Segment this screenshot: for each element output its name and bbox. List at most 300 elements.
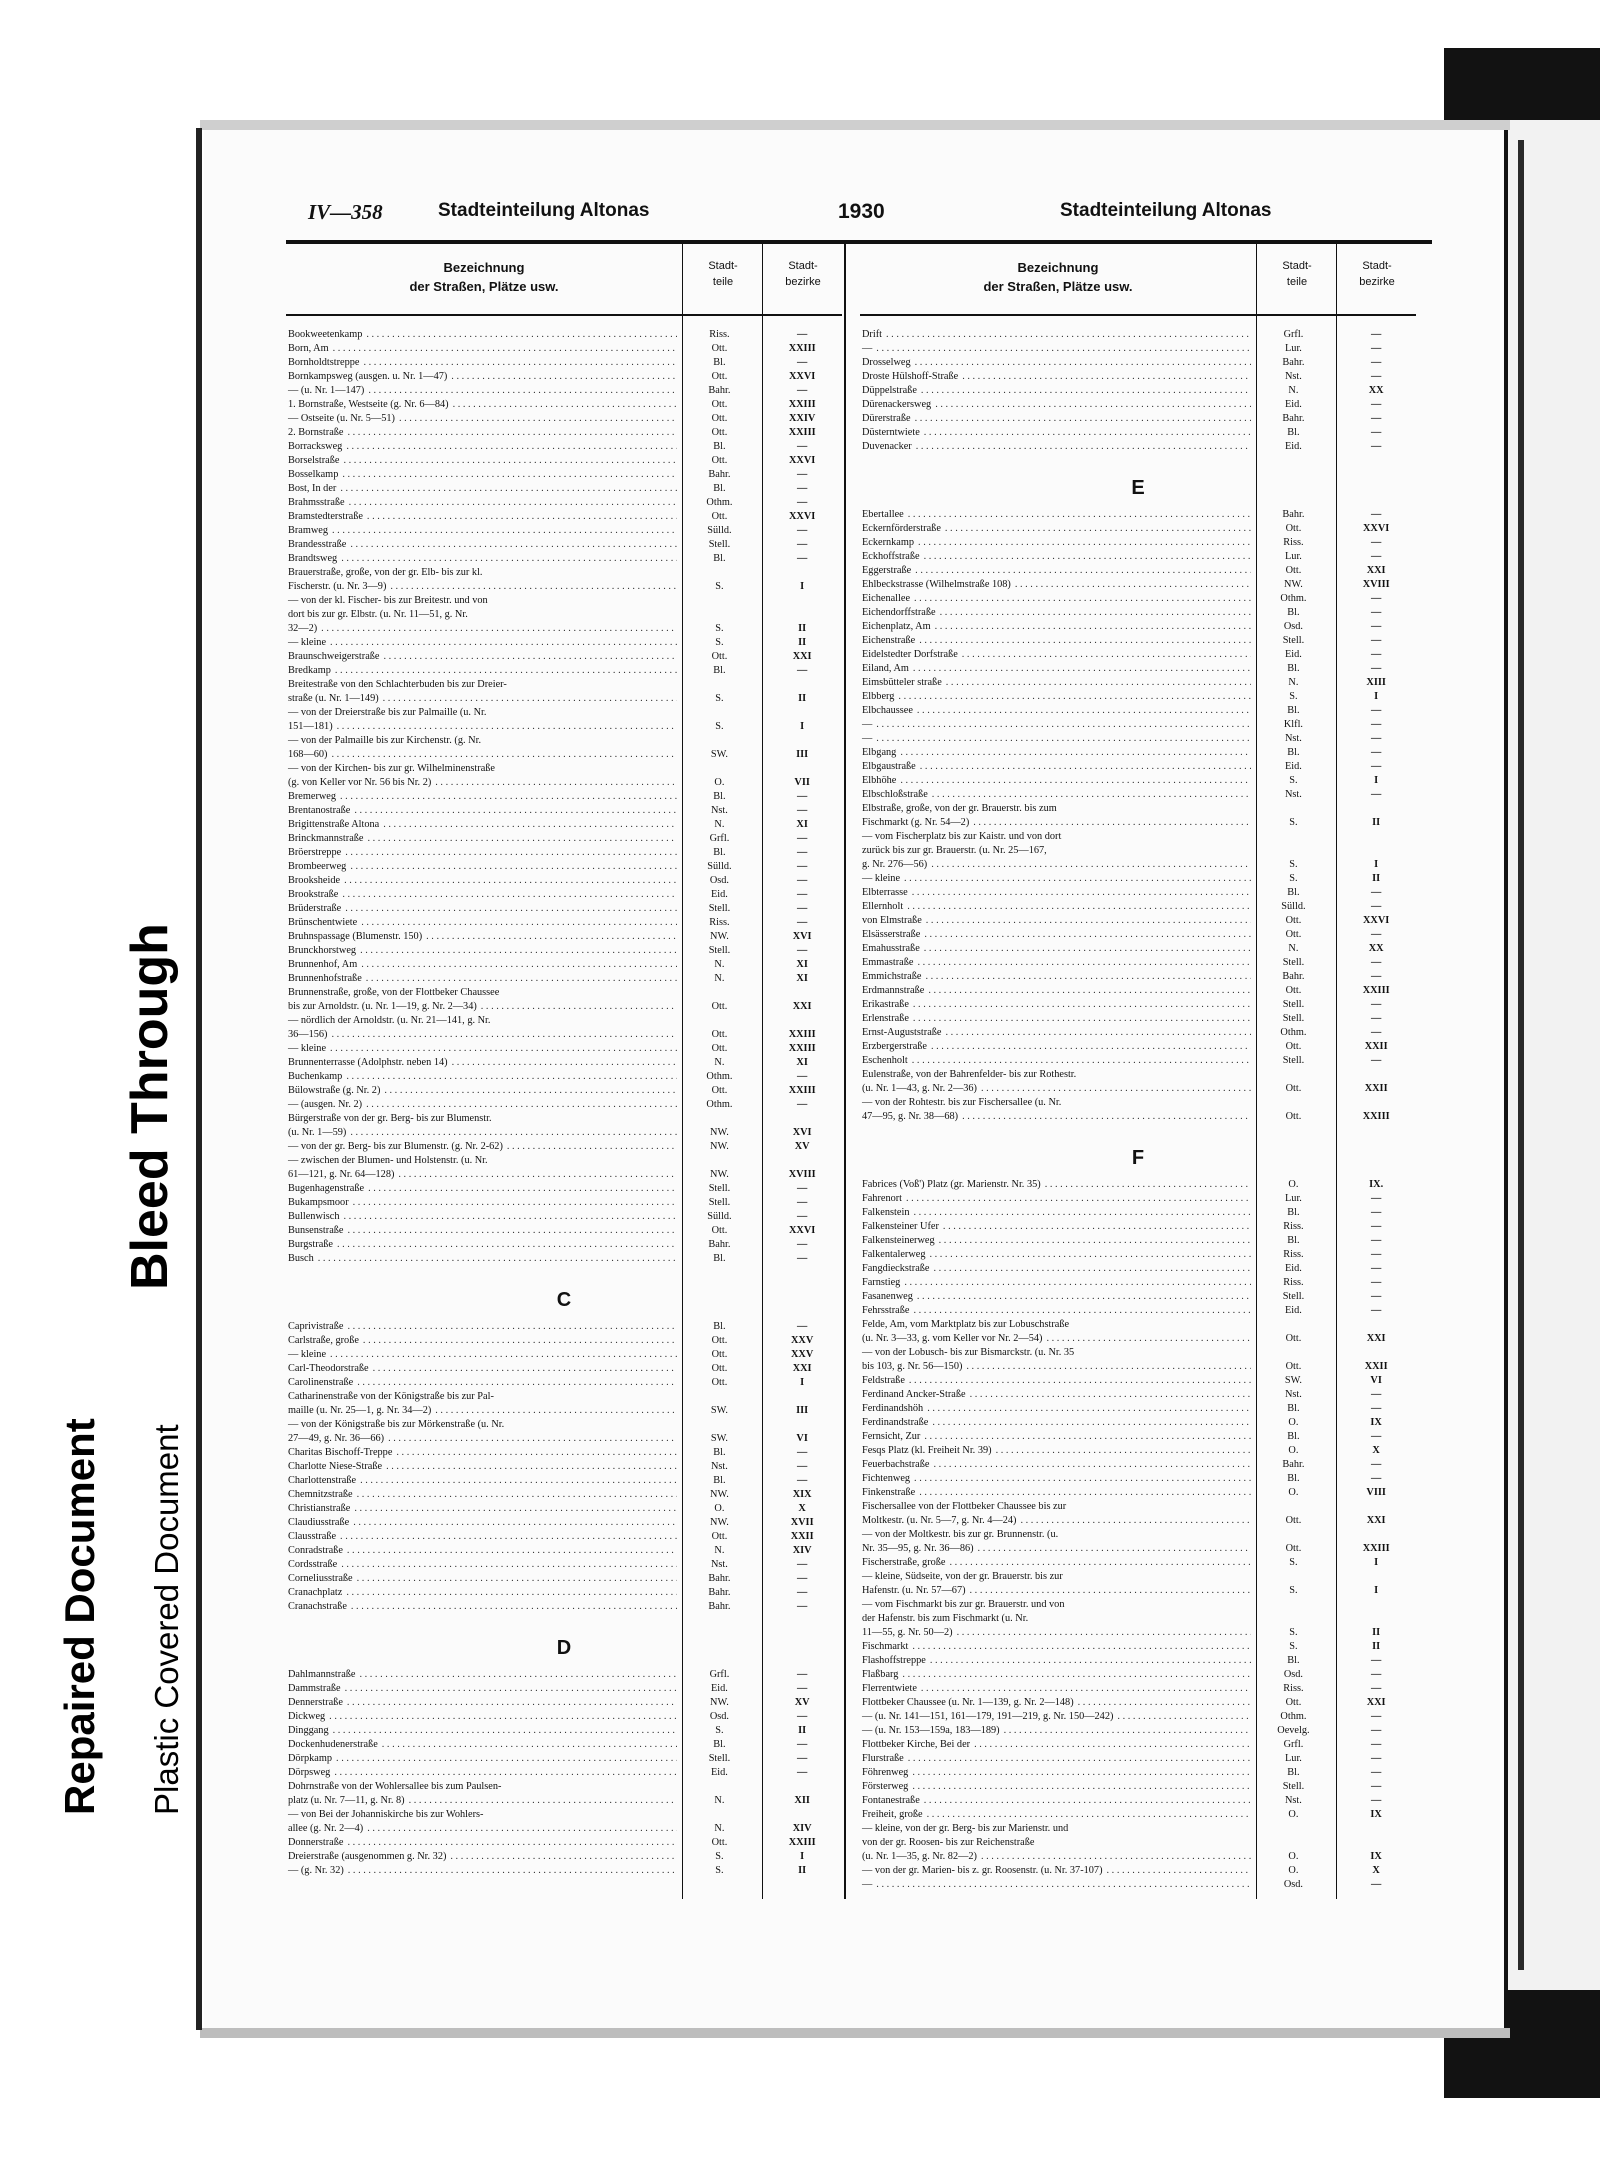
table-row — [860, 522, 1416, 536]
street-name: Elbstraße, große, von der gr. Brauerstr. bis zum — [862, 803, 1057, 814]
stadtbezirk-value: — — [1370, 1403, 1382, 1414]
stadtbezirk-value: XXIII — [1362, 985, 1390, 996]
street-name: Föhrenweg . . . — [860, 1766, 1251, 1780]
table-row — [860, 536, 1416, 550]
stadtteil-value: Bl. — [713, 847, 726, 858]
table-row — [286, 1432, 842, 1446]
street-name: Dahlmannstraße . . . — [286, 1668, 677, 1682]
stadtteil-value: Stell. — [1282, 1291, 1305, 1302]
table-row — [860, 1584, 1416, 1598]
table-row — [286, 1028, 842, 1042]
table-row — [860, 858, 1416, 872]
stadtteil-value: Ott. — [711, 413, 728, 424]
stadtbezirk-value: XXVI — [788, 371, 816, 382]
stadtbezirk-value: XXI — [792, 1363, 812, 1374]
street-name: — (u. Nr. 141—151, 161—179, 191—219, g. Nr. 150—242) . . . — [860, 1710, 1251, 1724]
stadtbezirk-value: — — [796, 1739, 808, 1750]
table-row — [286, 1850, 842, 1864]
table-row — [860, 328, 1416, 342]
table-row — [860, 746, 1416, 760]
table-row — [860, 1752, 1416, 1766]
street-name: Dreierstraße (ausgenommen g. Nr. 32) . . . — [286, 1850, 677, 1864]
stadtbezirk-value — [762, 1418, 842, 1432]
stadtteil-value: Bl. — [1287, 1655, 1300, 1666]
stadtbezirk-value: — — [796, 875, 808, 886]
stadtteil-value: N. — [714, 1057, 725, 1068]
stadtbezirk-value: — — [796, 847, 808, 858]
stadtbezirk-value — [762, 608, 842, 622]
stadtbezirk-value: I — [800, 1377, 805, 1388]
stadtteil-value — [677, 986, 763, 1000]
street-name: allee (g. Nr. 2—4) . . . — [286, 1822, 677, 1836]
street-name: — nördlich der Arnoldstr. (u. Nr. 21—141, g. Nr. — [288, 1015, 491, 1026]
street-name: Falkensteiner Ufer . . . — [860, 1220, 1251, 1234]
stadtbezirk-value: — — [1370, 789, 1382, 800]
table-row — [286, 552, 842, 566]
table-row — [286, 1168, 842, 1182]
stadtteil-value: Othm. — [706, 1071, 733, 1082]
stadtteil-value: Stell. — [708, 903, 731, 914]
stadtbezirk-value: XXV — [790, 1335, 814, 1346]
name-column-heading: Bezeichnung der Straßen, Plätze usw. — [409, 260, 559, 294]
stadtteil-value: O. — [1288, 1851, 1299, 1862]
street-name: Ferdinand Ancker-Straße . . . — [860, 1388, 1251, 1402]
table-row — [286, 804, 842, 818]
street-name: Erikastraße . . . — [860, 998, 1251, 1012]
table-row — [860, 998, 1416, 1012]
stadtbezirk-value: — — [796, 945, 808, 956]
table-row — [286, 818, 842, 832]
street-name: Bramweg . . . — [286, 524, 677, 538]
stadtbezirk-value: — — [796, 1573, 808, 1584]
street-name: Flaßbarg . . . — [860, 1668, 1251, 1682]
stadtbezirk-value: — — [1370, 357, 1382, 368]
street-name: Hafenstr. (u. Nr. 57—67) . . . — [860, 1584, 1251, 1598]
street-name: Brüderstraße . . . — [286, 902, 677, 916]
table-row — [860, 984, 1416, 998]
table-row — [286, 874, 842, 888]
table-row — [286, 1516, 842, 1530]
table-row — [860, 1780, 1416, 1794]
stadtbezirk-value: — — [796, 1211, 808, 1222]
street-name: Dockenhudenerstraße . . . — [286, 1738, 677, 1752]
stadtteil-value: S. — [1289, 859, 1298, 870]
table-row — [860, 704, 1416, 718]
street-name: Buchenkamp . . . — [286, 1070, 677, 1084]
stadtbezirk-value — [1336, 1096, 1416, 1110]
stadtteil-value — [1251, 802, 1337, 816]
street-name: Brauerstraße, große, von der gr. Elb- bis zur kl. — [288, 567, 483, 578]
street-name: platz (u. Nr. 7—11, g. Nr. 8) . . . — [286, 1794, 677, 1808]
stadtbezirk-value: XXVI — [788, 1225, 816, 1236]
street-name: Eichendorffstraße . . . — [860, 606, 1251, 620]
stadtbezirke-column-heading: Stadt- bezirke — [1359, 260, 1395, 288]
stadtteil-value: Nst. — [1284, 789, 1302, 800]
stadtteil-value — [677, 594, 763, 608]
street-name: Eulenstraße, von der Bahrenfelder- bis zur Rothestr. — [862, 1069, 1077, 1080]
table-row — [860, 928, 1416, 942]
street-name: Flottbeker Chaussee (u. Nr. 1—139, g. Nr. 2—148) . . . — [860, 1696, 1251, 1710]
table-row — [286, 496, 842, 510]
table-row — [860, 942, 1416, 956]
table-row — [286, 1668, 842, 1682]
table-row — [286, 412, 842, 426]
stadtteil-value — [677, 678, 763, 692]
stadtbezirk-value: II — [798, 637, 807, 648]
table-row — [860, 1360, 1416, 1374]
stadtteil-value: Bahr. — [708, 1573, 731, 1584]
section-letter — [860, 468, 1416, 508]
table-row — [860, 690, 1416, 704]
stadtteil-value: O. — [1288, 1865, 1299, 1876]
stadtbezirk-value: I — [800, 721, 805, 732]
stadtteil-value: Grfl. — [709, 1669, 730, 1680]
section-letter-text: C — [556, 1289, 572, 1311]
street-name: 1. Bornstraße, Westseite (g. Nr. 6—84) . . . — [286, 398, 677, 412]
street-name: Brunnenterrasse (Adolphstr. neben 14) . . . — [286, 1056, 677, 1070]
stadtbezirk-value: — — [796, 665, 808, 676]
street-name: 47—95, g. Nr. 38—68) . . . — [860, 1110, 1251, 1124]
street-name: — von der kl. Fischer- bis zur Breitestr. und von — [288, 595, 488, 606]
street-name: Bunsenstraße . . . — [286, 1224, 677, 1238]
table-row — [860, 1682, 1416, 1696]
stadtteil-value: NW. — [710, 1169, 729, 1180]
table-row — [860, 1640, 1416, 1654]
street-name: 2. Bornstraße . . . — [286, 426, 677, 440]
table-row — [286, 636, 842, 650]
stadtbezirk-value: — — [796, 1071, 808, 1082]
stadtbezirk-value: — — [796, 1239, 808, 1250]
table-row — [860, 1808, 1416, 1822]
stadtbezirk-value: XXV — [790, 1349, 814, 1360]
table-row — [286, 482, 842, 496]
stadtteil-value: Sülld. — [1281, 901, 1306, 912]
table-row — [860, 1402, 1416, 1416]
table-row — [286, 902, 842, 916]
stadtbezirk-value: — — [1370, 1711, 1382, 1722]
stadtteil-value: Lur. — [1285, 551, 1302, 562]
stadtteil-value: Ott. — [1285, 1041, 1302, 1052]
stadtbezirk-value: XVII — [790, 1517, 814, 1528]
stadtteil-value: Othm. — [706, 497, 733, 508]
stadtteil-value: Bahr. — [708, 1601, 731, 1612]
street-name: Elsässerstraße . . . — [860, 928, 1251, 942]
stadtteil-value: Lur. — [1285, 1753, 1302, 1764]
stadtbezirk-value: — — [1370, 1249, 1382, 1260]
table-row — [286, 608, 842, 622]
stadtteil-value: S. — [1289, 1557, 1298, 1568]
table-row — [860, 1766, 1416, 1780]
street-name: Carl-Theodorstraße . . . — [286, 1362, 677, 1376]
stadtbezirk-value — [1336, 1570, 1416, 1584]
stadtbezirk-value: XI — [796, 1057, 808, 1068]
street-name: Charitas Bischoff-Treppe . . . — [286, 1446, 677, 1460]
stadtbezirk-value: — — [1370, 1739, 1382, 1750]
stadtteil-value: Ott. — [711, 1837, 728, 1848]
stadtteil-value: Othm. — [1280, 1027, 1307, 1038]
stadtteil-value: NW. — [710, 1127, 729, 1138]
table-row — [286, 748, 842, 762]
table-row — [860, 1598, 1416, 1612]
table-row — [286, 1586, 842, 1600]
table-row — [286, 762, 842, 776]
street-name: Chemnitzstraße . . . — [286, 1488, 677, 1502]
row-spacer — [286, 1621, 842, 1628]
table-row — [860, 760, 1416, 774]
stadtbezirk-value: VIII — [1366, 1487, 1386, 1498]
stadtteil-value: N. — [1288, 385, 1299, 396]
stadtbezirk-value: — — [1370, 1683, 1382, 1694]
table-row — [860, 1430, 1416, 1444]
stadtbezirk-value: I — [800, 1851, 805, 1862]
stadtbezirk-value: XXI — [1366, 1515, 1386, 1526]
street-name: Duvenacker . . . — [860, 440, 1251, 454]
stadtteil-value: Riss. — [1283, 1277, 1304, 1288]
table-row — [860, 830, 1416, 844]
stadtbezirk-value: — — [1370, 999, 1382, 1010]
table-row — [286, 1042, 842, 1056]
street-name: Brentanostraße . . . — [286, 804, 677, 818]
table-row — [860, 564, 1416, 578]
stadtteil-value: Riss. — [1283, 1221, 1304, 1232]
stadtteil-value: Nst. — [1284, 1389, 1302, 1400]
stadtbezirk-value: IX — [1370, 1417, 1382, 1428]
stadtteil-value — [1251, 844, 1337, 858]
street-name: Brigittenstraße Altona . . . — [286, 818, 677, 832]
stadtteil-value: Bl. — [1287, 607, 1300, 618]
street-name: Nr. 35—95, g. Nr. 36—86) . . . — [860, 1542, 1251, 1556]
stadtbezirk-value: — — [1370, 1013, 1382, 1024]
table-row — [860, 592, 1416, 606]
table-row — [286, 1530, 842, 1544]
stadtbezirk-value: II — [1372, 1641, 1381, 1652]
street-name: (u. Nr. 1—59) . . . — [286, 1126, 677, 1140]
stadtteil-value — [677, 1418, 763, 1432]
street-name: Erzbergerstraße . . . — [860, 1040, 1251, 1054]
street-name: Feldstraße . . . — [860, 1374, 1251, 1388]
stadtbezirk-value: III — [796, 749, 809, 760]
street-name: (u. Nr. 1—43, g. Nr. 2—36) . . . — [860, 1082, 1251, 1096]
stadtbezirk-value: — — [1370, 1767, 1382, 1778]
street-name: Fischmarkt . . . — [860, 1640, 1251, 1654]
stadtbezirk-value: XXIII — [788, 1029, 816, 1040]
stadtbezirk-value: XV — [794, 1697, 810, 1708]
street-name: Fontanestraße . . . — [860, 1794, 1251, 1808]
street-name: Dohrnstraße von der Wohlersallee bis zum Paulsen- — [288, 1781, 502, 1792]
street-name: Feuerbachstraße . . . — [860, 1458, 1251, 1472]
street-name: Fernsicht, Zur . . . — [860, 1430, 1251, 1444]
stadtteil-value: Stell. — [1282, 1013, 1305, 1024]
table-row — [286, 454, 842, 468]
stadtbezirk-value: XXIII — [788, 1837, 816, 1848]
stadtbezirk-value: — — [796, 1461, 808, 1472]
table-row — [860, 1696, 1416, 1710]
table-row — [286, 1544, 842, 1558]
street-name: Fabrices (Voß') Platz (gr. Marienstr. Nr. 35) . . . — [860, 1178, 1251, 1192]
stadtteil-value: Stell. — [708, 539, 731, 550]
stadtteil-value: Bl. — [1287, 1403, 1300, 1414]
stadtbezirk-value: X — [798, 1503, 806, 1514]
street-name: Emmichstraße . . . — [860, 970, 1251, 984]
stadtteil-value: Ott. — [1285, 1333, 1302, 1344]
stadtbezirk-value: — — [796, 525, 808, 536]
stadtbezirk-value: XXI — [792, 1001, 812, 1012]
table-row — [286, 916, 842, 930]
stadtbezirk-value — [1336, 1346, 1416, 1360]
table-row — [860, 1444, 1416, 1458]
table-row — [860, 634, 1416, 648]
street-name: Flashoffstreppe . . . — [860, 1654, 1251, 1668]
stadtteil-value: Ott. — [1285, 1083, 1302, 1094]
street-name: Bürgerstraße von der gr. Berg- bis zur Blumenstr. — [288, 1113, 492, 1124]
table-row — [286, 1098, 842, 1112]
table-row — [860, 1500, 1416, 1514]
street-name: Fehrsstraße . . . — [860, 1304, 1251, 1318]
table-row — [286, 958, 842, 972]
stadtbezirk-value: I — [1374, 691, 1379, 702]
table-row — [286, 1210, 842, 1224]
stadtbezirk-value — [1336, 1500, 1416, 1514]
table-row — [286, 706, 842, 720]
stadtbezirk-value: — — [1370, 957, 1382, 968]
street-name: Düppelstraße . . . — [860, 384, 1251, 398]
table-row — [286, 1362, 842, 1376]
street-name: Erdmannstraße . . . — [860, 984, 1251, 998]
table-row — [286, 1084, 842, 1098]
stadtteil-value: Bl. — [1287, 1207, 1300, 1218]
table-row — [286, 1808, 842, 1822]
street-name: Falkensteinerweg . . . — [860, 1234, 1251, 1248]
stadtbezirk-value: — — [796, 1753, 808, 1764]
street-name: Emahusstraße . . . — [860, 942, 1251, 956]
street-name: Brandtsweg . . . — [286, 552, 677, 566]
street-name: Carolinenstraße . . . — [286, 1376, 677, 1390]
stadtteil-value: Eid. — [1285, 1263, 1302, 1274]
stadtbezirk-value: — — [1370, 719, 1382, 730]
table-row — [286, 790, 842, 804]
stadtbezirk-value: — — [1370, 1207, 1382, 1218]
stadtteil-value: Ott. — [1285, 985, 1302, 996]
street-name: straße (u. Nr. 1—149) . . . — [286, 692, 677, 706]
stadtteil-value — [677, 734, 763, 748]
stadtbezirk-value: I — [1374, 859, 1379, 870]
street-name: Flerrentwiete . . . — [860, 1682, 1251, 1696]
stadtbezirk-value: XXVI — [1362, 915, 1390, 926]
running-title-right: Stadteinteilung Altonas — [1060, 200, 1272, 221]
table-row — [860, 342, 1416, 356]
stadtteil-value: Ott. — [711, 343, 728, 354]
street-name: Eichenplatz, Am . . . — [860, 620, 1251, 634]
table-row — [286, 1696, 842, 1710]
repaired-document-label: Repaired Document — [56, 1418, 103, 1815]
stadtbezirk-value: XI — [796, 819, 808, 830]
stadtbezirk-value: — — [1370, 705, 1382, 716]
table-row — [286, 1474, 842, 1488]
stadtbezirk-value: — — [1370, 343, 1382, 354]
street-name: Caprivistraße . . . — [286, 1320, 677, 1334]
stadtteil-value: SW. — [710, 1433, 728, 1444]
table-row — [286, 342, 842, 356]
table-row — [860, 788, 1416, 802]
street-name: der Hafenstr. bis zum Fischmarkt (u. Nr. — [862, 1613, 1029, 1624]
stadtbezirk-value: — — [796, 1447, 808, 1458]
plastic-covered-label: Plastic Covered Document — [148, 1424, 185, 1815]
table-row — [860, 1794, 1416, 1808]
table-row — [286, 1238, 842, 1252]
table-row — [286, 1334, 842, 1348]
stadtbezirk-value: — — [1370, 371, 1382, 382]
stadtteil-value: Ott. — [1285, 1697, 1302, 1708]
street-name: — . . . — [860, 732, 1251, 746]
stadtbezirk-value: — — [796, 1711, 808, 1722]
stadtbezirk-value: XXIII — [788, 399, 816, 410]
stadtteil-value: Bahr. — [708, 385, 731, 396]
street-name: — vom Fischerplatz bis zur Kaistr. und von dort — [862, 831, 1062, 842]
table-row — [286, 832, 842, 846]
table-row — [860, 1724, 1416, 1738]
stadtteil-value: Nst. — [1284, 371, 1302, 382]
stadtbezirk-value — [762, 706, 842, 720]
table-row — [860, 914, 1416, 928]
stadtteil-value: Ott. — [1285, 1543, 1302, 1554]
section-letter — [286, 1280, 842, 1320]
stadtteil-value — [1251, 1318, 1337, 1332]
stadtteil-value: Ott. — [711, 511, 728, 522]
street-name: Bruhnspassage (Blumenstr. 150) . . . — [286, 930, 677, 944]
table-row — [860, 1458, 1416, 1472]
table-row — [860, 1192, 1416, 1206]
street-name: Ernst-Auguststraße . . . — [860, 1026, 1251, 1040]
table-row — [860, 1416, 1416, 1430]
row-spacer — [860, 461, 1416, 468]
table-row — [286, 944, 842, 958]
stadtbezirk-value: — — [796, 469, 808, 480]
street-name: Dinggang . . . — [286, 1724, 677, 1738]
stadtbezirk-value — [762, 1014, 842, 1028]
stadtteil-value: O. — [714, 1503, 725, 1514]
running-title-left: Stadteinteilung Altonas — [438, 200, 650, 221]
street-name: Ellernholt . . . — [860, 900, 1251, 914]
stadtteil-value: Bl. — [713, 1321, 726, 1332]
stadtteil-value: N. — [714, 1545, 725, 1556]
stadtteil-value: Grfl. — [1283, 329, 1304, 340]
table-row — [860, 1612, 1416, 1626]
stadtteil-value: Bl. — [1287, 1473, 1300, 1484]
table-row — [860, 1318, 1416, 1332]
stadtbezirk-value: XII — [794, 1795, 810, 1806]
street-name: Brunnenstraße, große, von der Flottbeker Chaussee — [288, 987, 500, 998]
stadtteil-value: Grfl. — [709, 833, 730, 844]
street-name: — von der Rohtestr. bis zur Fischersallee (u. Nr. — [862, 1097, 1062, 1108]
stadtteil-value — [1251, 1836, 1337, 1850]
stadtbezirk-value: II — [1372, 817, 1381, 828]
street-name: Charlottenstraße . . . — [286, 1474, 677, 1488]
stadtbezirk-value: — — [796, 441, 808, 452]
stadtbezirk-value: — — [1370, 1055, 1382, 1066]
table-row — [286, 524, 842, 538]
table-row — [286, 440, 842, 454]
stadtteil-value — [677, 1390, 763, 1404]
table-row — [286, 1224, 842, 1238]
street-name: Dörpkamp . . . — [286, 1752, 677, 1766]
table-row — [860, 398, 1416, 412]
table-row — [286, 622, 842, 636]
street-name: Felde, Am, vom Marktplatz bis zur Lobuschstraße — [862, 1319, 1070, 1330]
stadtteil-value: Eid. — [711, 1683, 728, 1694]
street-name: Brahmsstraße . . . — [286, 496, 677, 510]
stadtbezirk-value: XIX — [792, 1489, 812, 1500]
table-row — [860, 1068, 1416, 1082]
